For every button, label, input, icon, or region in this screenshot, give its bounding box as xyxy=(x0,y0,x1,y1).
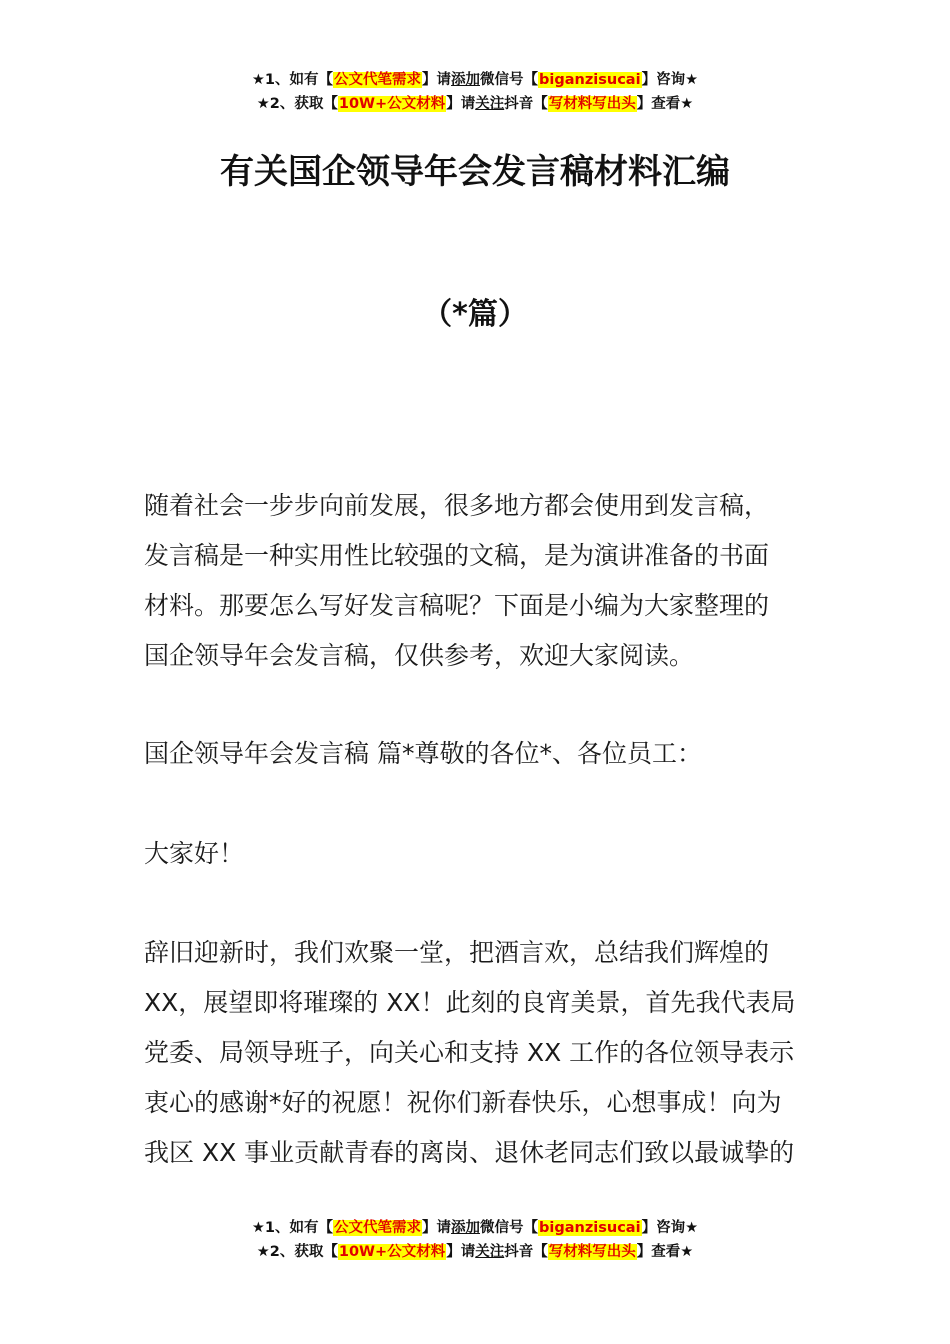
speech-paragraph xyxy=(144,928,808,1178)
promo-line-2 xyxy=(0,92,950,116)
promo-line-1 xyxy=(0,68,950,92)
promo-text: 微信号【 xyxy=(480,1220,539,1236)
promo-text: 抖音【 xyxy=(504,1244,548,1260)
promo-text: 】查看★ xyxy=(636,96,694,112)
highlight-wechat-id: biganzisucai xyxy=(539,1220,641,1236)
promo-text: 】请 xyxy=(446,96,476,112)
promo-text: ★1、如有【 xyxy=(251,1220,334,1236)
promo-text: 抖音【 xyxy=(504,96,548,112)
text-line: 衷心的感谢*好的祝愿！祝你们新春快乐，心想事成！向为 xyxy=(144,1088,782,1117)
text-line: 大家好！ xyxy=(144,839,245,868)
promo-text: ★2、获取【 xyxy=(256,96,338,112)
underlined-follow: 关注 xyxy=(475,96,505,112)
promo-text: 】咨询★ xyxy=(641,1220,699,1236)
promo-text: 】查看★ xyxy=(636,1244,694,1260)
promo-text: ★2、获取【 xyxy=(256,1244,338,1260)
highlight-service: 公文代笔需求 xyxy=(334,1220,422,1236)
greeting xyxy=(144,829,808,879)
text-line: 材料。那要怎么写好发言稿呢？下面是小编为大家整理的 xyxy=(144,591,770,620)
highlight-wechat-id: biganzisucai xyxy=(539,72,641,88)
highlight-materials: 10W+公文材料 xyxy=(338,1244,446,1260)
highlight-douyin-account: 写材料写出头 xyxy=(548,96,636,112)
text-line: 辞旧迎新时，我们欢聚一堂，把酒言欢，总结我们辉煌的 xyxy=(144,938,770,967)
top-promo-banner xyxy=(0,68,950,116)
text-line: 国企领导年会发言稿，仅供参考，欢迎大家阅读。 xyxy=(144,641,695,670)
promo-text: 】请 xyxy=(422,1220,452,1236)
underlined-follow: 关注 xyxy=(475,1244,505,1260)
text-line: 党委、局领导班子，向关心和支持 XX 工作的各位领导表示 xyxy=(144,1038,795,1067)
bottom-promo-banner xyxy=(0,1216,950,1264)
highlight-service: 公文代笔需求 xyxy=(334,72,422,88)
promo-line-2 xyxy=(0,1240,950,1264)
underlined-add: 添加 xyxy=(451,72,481,88)
highlight-douyin-account: 写材料写出头 xyxy=(548,1244,636,1260)
promo-line-1 xyxy=(0,1216,950,1240)
document-subtitle: （*篇） xyxy=(422,297,528,332)
intro-paragraph xyxy=(144,481,808,681)
underlined-add: 添加 xyxy=(451,1220,481,1236)
text-line: 随着社会一步步向前发展，很多地方都会使用到发言稿， xyxy=(144,491,770,520)
promo-text: 微信号【 xyxy=(480,72,539,88)
text-line: XX，展望即将璀璨的 XX！此刻的良宵美景，首先我代表局 xyxy=(144,988,796,1017)
promo-text: 】请 xyxy=(446,1244,476,1260)
text-line: 发言稿是一种实用性比较强的文稿，是为演讲准备的书面 xyxy=(144,541,770,570)
text-line: 国企领导年会发言稿 篇*尊敬的各位*、各位员工： xyxy=(144,739,702,768)
promo-text: ★1、如有【 xyxy=(251,72,334,88)
text-line: 我区 XX 事业贡献青春的离岗、退休老同志们致以最诚挚的 xyxy=(144,1138,795,1167)
section-heading xyxy=(144,729,808,779)
promo-text: 】咨询★ xyxy=(641,72,699,88)
document-title: 有关国企领导年会发言稿材料汇编 xyxy=(220,152,730,192)
promo-text: 】请 xyxy=(422,72,452,88)
highlight-materials: 10W+公文材料 xyxy=(338,96,446,112)
